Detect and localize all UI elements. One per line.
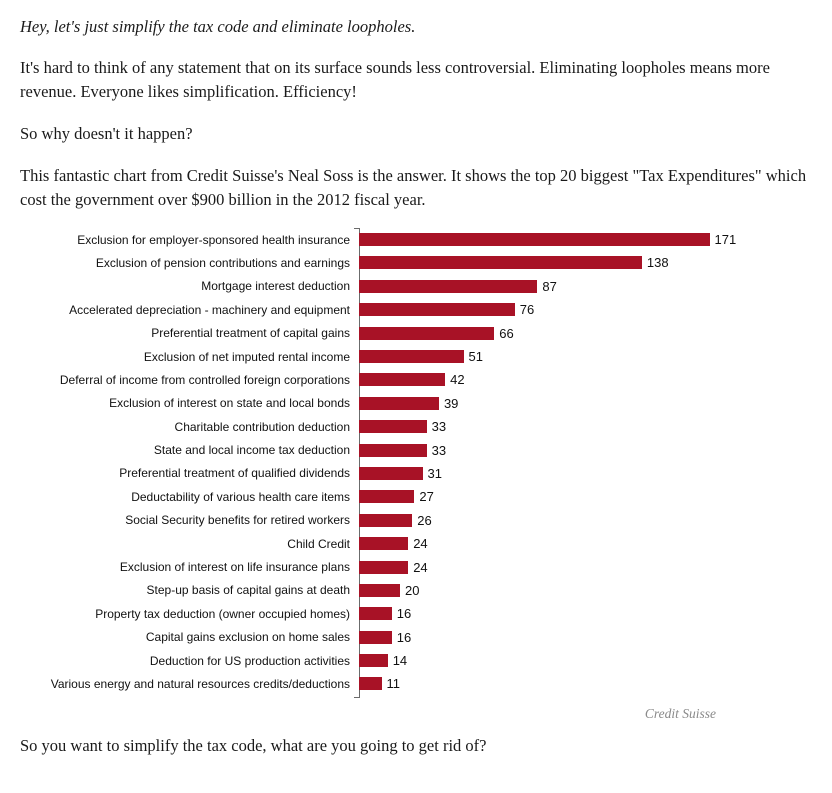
- chart-bar-label: Deferral of income from controlled foreign corporations: [59, 372, 350, 387]
- chart-bar-value: 66: [499, 325, 514, 341]
- chart-bar-row: [20, 321, 812, 344]
- chart-bar: [359, 607, 392, 620]
- chart-bar-area: [359, 228, 812, 251]
- chart-bar: [359, 327, 494, 340]
- chart-bar: [359, 303, 515, 316]
- chart-bar-label: Exclusion of interest on state and local bonds: [109, 396, 350, 411]
- chart-bar: [359, 654, 388, 667]
- chart-bar-row: [20, 251, 812, 274]
- chart-bar: [359, 490, 414, 503]
- article-lede: Hey, let's just simplify the tax code and eliminate loopholes.: [20, 17, 416, 36]
- chart-bar-value: 42: [450, 372, 465, 388]
- chart-bar: [359, 584, 400, 597]
- chart-bar-row: [20, 392, 812, 415]
- chart-bar-value: 138: [646, 255, 669, 271]
- chart-source-credit: Credit Suisse: [644, 705, 716, 721]
- chart-bar-area: [359, 438, 812, 461]
- chart-bar-row: [20, 532, 812, 555]
- chart-bar-row: [20, 415, 812, 438]
- chart-bar: [359, 677, 382, 690]
- chart-bar-value: 39: [443, 395, 459, 411]
- chart-bar-row: [20, 228, 812, 251]
- chart-bar: [359, 561, 408, 574]
- chart-bar-area: [359, 509, 812, 532]
- chart-bar-value: 26: [417, 512, 432, 528]
- chart-bar-value: 31: [427, 465, 443, 481]
- chart-axis-cap-bottom: [354, 697, 360, 698]
- chart-bar-row: [20, 579, 812, 602]
- chart-bar-value: 33: [431, 419, 447, 435]
- chart-bar-row: [20, 275, 812, 298]
- article-paragraph-2: So why doesn't it happen?: [20, 124, 193, 144]
- chart-bar-label: Various energy and natural resources credits/deductions: [50, 676, 350, 691]
- chart-bar-label: Social Security benefits for retired workers: [125, 513, 350, 528]
- chart-bar-rows: [20, 228, 812, 696]
- chart-bar-label: Step-up basis of capital gains at death: [146, 583, 350, 598]
- chart-bar: [359, 350, 464, 363]
- chart-bar-area: [359, 672, 812, 695]
- chart-bar-value: 27: [419, 489, 434, 505]
- chart-bar-area: [359, 368, 812, 391]
- chart-bar-row: [20, 649, 812, 672]
- chart-bar-label: Charitable contribution deduction: [174, 419, 350, 434]
- chart-bar-label: Accelerated depreciation - machinery and equipment: [69, 302, 350, 317]
- chart-bar-row: [20, 555, 812, 578]
- chart-bar-value: 20: [405, 582, 420, 598]
- chart-bar-area: [359, 392, 812, 415]
- chart-bar-value: 16: [396, 606, 412, 622]
- chart-bar-row: [20, 462, 812, 485]
- chart-bar-label: Mortgage interest deduction: [201, 279, 350, 294]
- chart-bar-row: [20, 509, 812, 532]
- chart-bar-value: 171: [714, 232, 737, 248]
- chart-bar: [359, 233, 710, 246]
- chart-bar-area: [359, 298, 812, 321]
- chart-bar-area: [359, 485, 812, 508]
- chart-plot-area: [20, 228, 812, 698]
- chart-bar-label: Preferential treatment of capital gains: [151, 326, 350, 341]
- chart-bar-area: [359, 345, 812, 368]
- chart-bar-row: [20, 368, 812, 391]
- chart-bar-row: [20, 298, 812, 321]
- chart-bar-label: Child Credit: [287, 536, 350, 551]
- chart-bar-area: [359, 602, 812, 625]
- article-closing: So you want to simplify the tax code, what are you going to get rid of?: [20, 735, 487, 755]
- article-paragraph-1: It's hard to think of any statement that on its surface sounds less controversial. Eliminating loopholes means more revenue. Everyone likes simplification. Efficiency!: [20, 58, 770, 102]
- chart-bar-value: 24: [413, 559, 428, 575]
- chart-bar-label: Deduction for US production activities: [149, 653, 350, 668]
- chart-bar-area: [359, 579, 812, 602]
- chart-bar-value: 33: [431, 442, 447, 458]
- chart-bar: [359, 397, 439, 410]
- chart-bar: [359, 514, 412, 527]
- chart-bar-row: [20, 485, 812, 508]
- chart-bar-value: 76: [519, 302, 535, 318]
- chart-bar: [359, 256, 642, 269]
- chart-bar-area: [359, 649, 812, 672]
- chart-bar: [359, 373, 445, 386]
- chart-bar-label: Capital gains exclusion on home sales: [145, 630, 350, 645]
- chart-bar-row: [20, 602, 812, 625]
- chart-bar-value: 14: [392, 653, 408, 669]
- chart-bar-value: 87: [542, 278, 557, 294]
- chart-bar-area: [359, 321, 812, 344]
- chart-bar-area: [359, 626, 812, 649]
- chart-bar-area: [359, 555, 812, 578]
- chart-bar-row: [20, 672, 812, 695]
- chart-bar-label: Exclusion for employer-sponsored health insurance: [77, 232, 350, 247]
- chart-bar-area: [359, 532, 812, 555]
- chart-bar-area: [359, 415, 812, 438]
- chart-bar-area: [359, 462, 812, 485]
- chart-bar-value: 16: [396, 629, 412, 645]
- chart-bar: [359, 420, 427, 433]
- chart-bar: [359, 467, 423, 480]
- chart-bar-label: Preferential treatment of qualified dividends: [119, 466, 350, 481]
- chart-bar: [359, 631, 392, 644]
- chart-bar-value: 11: [386, 676, 401, 692]
- tax-expenditures-chart: [20, 228, 812, 728]
- chart-bar-label: Exclusion of interest on life insurance plans: [119, 560, 350, 575]
- chart-bar: [359, 280, 537, 293]
- chart-bar-row: [20, 345, 812, 368]
- chart-bar-row: [20, 626, 812, 649]
- chart-bar-area: [359, 251, 812, 274]
- chart-bar-label: Exclusion of net imputed rental income: [143, 349, 350, 364]
- chart-bar-area: [359, 275, 812, 298]
- chart-bar: [359, 444, 427, 457]
- chart-bar-value: 24: [413, 536, 428, 552]
- chart-bar-row: [20, 438, 812, 461]
- chart-bar-label: Property tax deduction (owner occupied homes): [95, 606, 350, 621]
- chart-bar-value: 51: [468, 349, 484, 365]
- chart-bar: [359, 537, 408, 550]
- chart-bar-label: Deductability of various health care items: [131, 489, 350, 504]
- chart-bar-label: State and local income tax deduction: [153, 443, 350, 458]
- chart-bar-label: Exclusion of pension contributions and earnings: [95, 255, 350, 270]
- article-paragraph-3: This fantastic chart from Credit Suisse's Neal Soss is the answer. It shows the top 20 biggest "Tax Expenditures" which cost the government over $900 billion in the 2012 fiscal year.: [20, 166, 807, 209]
